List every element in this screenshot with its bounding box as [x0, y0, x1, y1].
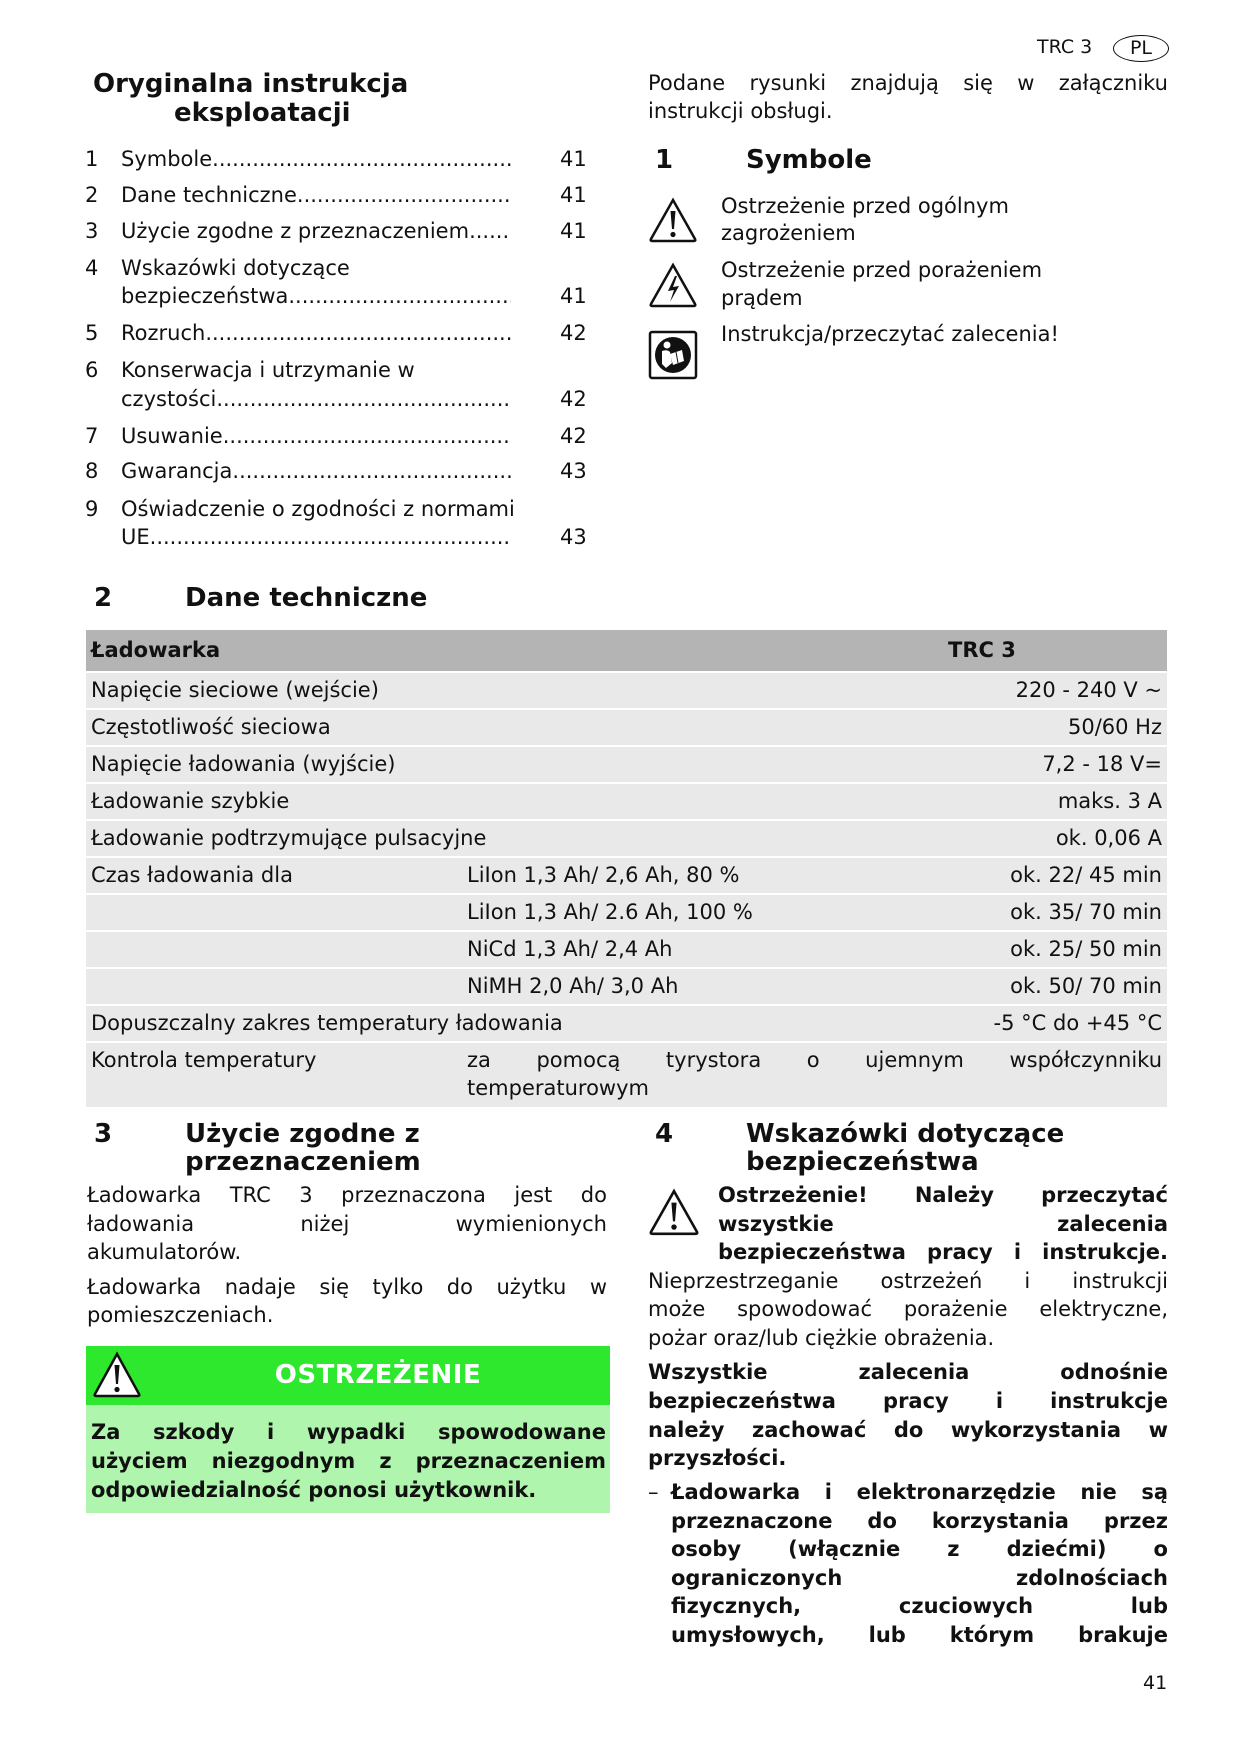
warning-triangle-icon — [648, 1188, 700, 1236]
body-text: Ładowarka nadaje się tylko do użytku w — [87, 1275, 607, 1299]
symbol-text: Instrukcja/przeczytać zalecenia! — [721, 322, 1059, 346]
intro-text: Podane rysunki znajdują się w załączniku — [648, 71, 1168, 95]
body-text-bold: Wszystkie zalecenia odnośnie — [648, 1360, 1168, 1384]
toc-item[interactable] — [85, 319, 590, 347]
cell-value: ok. 50/ 70 min — [1010, 974, 1162, 998]
cell-label: Ładowanie podtrzymujące pulsacyjne — [91, 826, 487, 850]
bullet-text: osoby (włącznie z dziećmi) o — [671, 1537, 1168, 1561]
toc-item-number: 1 — [85, 147, 99, 171]
toc-item[interactable] — [85, 385, 590, 413]
toc-item[interactable] — [85, 254, 590, 282]
cell-value: 50/60 Hz — [1067, 715, 1162, 739]
dot-leader — [150, 523, 511, 551]
body-text-bold: przyszłości. — [648, 1446, 787, 1470]
cell-label: Napięcie ładowania (wyjście) — [91, 752, 396, 776]
toc-item-label: UE — [121, 525, 150, 549]
toc-item[interactable] — [85, 217, 590, 245]
toc-item[interactable] — [85, 422, 590, 450]
language-badge: PL — [1113, 35, 1169, 62]
section-number: 2 — [94, 583, 113, 613]
table-row — [86, 893, 1167, 930]
toc-item[interactable] — [85, 523, 590, 551]
intro-text: instrukcji obsługi. — [648, 99, 833, 123]
dot-leader — [469, 217, 511, 245]
body-text: pomieszczeniach. — [87, 1303, 274, 1327]
cell-value: ok. 22/ 45 min — [1010, 863, 1162, 887]
section-number: 4 — [655, 1119, 674, 1149]
toc-item-number: 5 — [85, 321, 99, 345]
body-text: akumulatorów. — [87, 1240, 242, 1264]
toc-item[interactable] — [85, 495, 590, 523]
cell-value: ok. 35/ 70 min — [1010, 900, 1162, 924]
dot-leader — [216, 385, 511, 413]
section-number: 1 — [655, 145, 674, 175]
cell-battery: LiIon 1,3 Ah/ 2,6 Ah, 80 % — [467, 863, 740, 887]
cell-value: za pomocą tyrystora o ujemnym współczynniku — [467, 1048, 1162, 1072]
toc-item-label: czystości — [121, 387, 217, 411]
cell-label: Czas ładowania dla — [91, 863, 293, 887]
cell-value: ok. 0,06 A — [1055, 826, 1162, 850]
cell-battery: LiIon 1,3 Ah/ 2.6 Ah, 100 % — [467, 900, 753, 924]
dot-leader — [297, 181, 511, 209]
table-row — [86, 930, 1167, 967]
electric-shock-icon — [648, 262, 698, 308]
read-manual-icon — [648, 330, 698, 380]
section-title: Wskazówki dotyczące — [746, 1119, 1065, 1149]
warning-text: Za szkody i wypadki spowodowane — [91, 1420, 606, 1444]
toc-item[interactable] — [85, 356, 590, 384]
toc-item-number: 4 — [85, 256, 99, 280]
toc-title-line2: eksploatacji — [174, 98, 351, 128]
warning-text: użyciem niezgodnym z przeznaczeniem — [91, 1449, 606, 1473]
model-label: TRC 3 — [1037, 36, 1093, 58]
cell-battery: NiMH 2,0 Ah/ 3,0 Ah — [467, 974, 679, 998]
warning-triangle-icon — [92, 1351, 142, 1399]
warning-text: wszystkie zalecenia — [718, 1212, 1168, 1236]
bullet-text: fizycznych, czuciowych lub — [671, 1594, 1168, 1618]
body-text-bold: bezpieczeństwa pracy i instrukcje — [648, 1389, 1168, 1413]
cell-value: 220 - 240 V ~ — [1015, 678, 1162, 702]
toc-item-page: 41 — [560, 284, 587, 308]
symbol-text: Ostrzeżenie przed porażeniem — [721, 258, 1043, 282]
cell-label: Napięcie sieciowe (wejście) — [91, 678, 379, 702]
table-header — [86, 630, 1167, 671]
cell-value: -5 °C do +45 °C — [993, 1011, 1162, 1035]
cell-battery: NiCd 1,3 Ah/ 2,4 Ah — [467, 937, 673, 961]
toc-item-page: 43 — [560, 525, 587, 549]
table-row — [86, 1041, 1167, 1107]
warning-triangle-icon — [648, 197, 698, 243]
section-title-line2: bezpieczeństwa — [746, 1147, 979, 1177]
toc-item-page: 41 — [560, 219, 587, 243]
body-text: ładowania niżej wymienionych — [87, 1212, 607, 1236]
warning-text: Ostrzeżenie! Należy przeczytać — [718, 1183, 1168, 1207]
bullet-text: ograniczonych zdolnościach — [671, 1565, 1168, 1590]
toc-item-label: Rozruch — [121, 321, 206, 345]
toc-item-number: 9 — [85, 497, 99, 521]
table-row — [86, 856, 1167, 893]
cell-value: ok. 25/ 50 min — [1010, 937, 1162, 961]
table-row — [86, 745, 1167, 782]
toc-item-label: Usuwanie — [121, 424, 223, 448]
toc-item-label: Wskazówki dotyczące — [121, 256, 350, 280]
toc-item-page: 42 — [560, 321, 587, 345]
body-text: Nieprzestrzeganie ostrzeżeń i instrukcji — [648, 1269, 1168, 1293]
warning-box-header — [86, 1346, 610, 1405]
table-row — [86, 708, 1167, 745]
header-cell: TRC 3 — [948, 638, 1016, 662]
warning-text: bezpieczeństwa pracy i instrukcje. — [718, 1240, 1168, 1264]
toc-item-label: Konserwacja i utrzymanie w — [121, 358, 415, 382]
toc-item-label: bezpieczeństwa — [121, 284, 289, 308]
toc-item-label: Oświadczenie o zgodności z normami — [121, 497, 515, 521]
technical-data-table — [86, 630, 1167, 1107]
toc-item-label: Gwarancja — [121, 459, 233, 483]
toc-item[interactable] — [85, 282, 590, 310]
body-text: może spowodować porażenie elektryczne, — [648, 1297, 1168, 1321]
body-text: Ładowarka TRC 3 przeznaczona jest do — [87, 1183, 607, 1207]
toc-item-page: 41 — [560, 147, 587, 171]
toc-item-label: Użycie zgodne z przeznaczeniem — [121, 219, 470, 243]
toc-item[interactable] — [85, 181, 590, 209]
bullet-dash: – — [648, 1480, 659, 1504]
table-row — [86, 782, 1167, 819]
cell-value: temperaturowym — [467, 1076, 649, 1100]
cell-label: Ładowanie szybkie — [91, 789, 290, 813]
section-title: Użycie zgodne z — [185, 1119, 420, 1149]
body-text-bold: należy zachować do wykorzystania w — [648, 1418, 1168, 1442]
toc-title: Oryginalna instrukcja — [93, 69, 409, 99]
header-cell: Ładowarka — [91, 638, 221, 662]
toc-item-label: Symbole — [121, 147, 213, 171]
body-text: pożar oraz/lub ciężkie obrażenia. — [648, 1326, 995, 1350]
toc-item-number: 8 — [85, 459, 99, 483]
warning-box — [86, 1346, 610, 1513]
toc-item-page: 42 — [560, 424, 587, 448]
toc-item-number: 3 — [85, 219, 99, 243]
bullet-text: Ładowarka i elektronarzędzie nie są — [671, 1480, 1168, 1504]
warning-title: OSTRZEŻENIE — [274, 1360, 482, 1390]
table-row — [86, 1004, 1167, 1041]
cell-label: Kontrola temperatury — [91, 1048, 317, 1072]
section-title: Dane techniczne — [185, 583, 428, 613]
toc-item-page: 41 — [560, 183, 587, 207]
section-title: Symbole — [746, 145, 872, 175]
warning-text: odpowiedzialność ponosi użytkownik. — [91, 1478, 537, 1502]
dot-leader — [288, 282, 511, 310]
symbol-text: Ostrzeżenie przed ogólnym — [721, 194, 1009, 218]
page-number: 41 — [1143, 1672, 1168, 1694]
symbol-text: zagrożeniem — [721, 221, 856, 245]
cell-label: Częstotliwość sieciowa — [91, 715, 331, 739]
symbol-text: prądem — [721, 286, 803, 310]
toc-item-page: 42 — [560, 387, 587, 411]
bullet-text: przeznaczone do korzystania przez — [671, 1508, 1168, 1533]
table-row — [86, 671, 1167, 708]
toc-item-number: 7 — [85, 424, 99, 448]
dot-leader — [212, 145, 511, 173]
toc-item-label: Dane techniczne — [121, 183, 297, 207]
dot-leader — [223, 422, 511, 450]
table-row — [86, 819, 1167, 856]
cell-value: maks. 3 A — [1057, 789, 1162, 813]
toc-item-number: 6 — [85, 358, 99, 382]
dot-leader — [232, 457, 511, 485]
toc-item-page: 43 — [560, 459, 587, 483]
dot-leader — [205, 319, 511, 347]
bullet-text: umysłowych, lub którym brakuje — [671, 1622, 1168, 1647]
section-number: 3 — [94, 1119, 113, 1149]
cell-label: Dopuszczalny zakres temperatury ładowania — [91, 1011, 563, 1035]
toc-item[interactable] — [85, 145, 590, 173]
warning-box-body — [86, 1405, 610, 1513]
table-row — [86, 967, 1167, 1004]
cell-value: 7,2 - 18 V= — [1042, 752, 1162, 776]
section-title-line2: przeznaczeniem — [185, 1147, 421, 1177]
toc-item-number: 2 — [85, 183, 99, 207]
toc-item[interactable] — [85, 457, 590, 485]
